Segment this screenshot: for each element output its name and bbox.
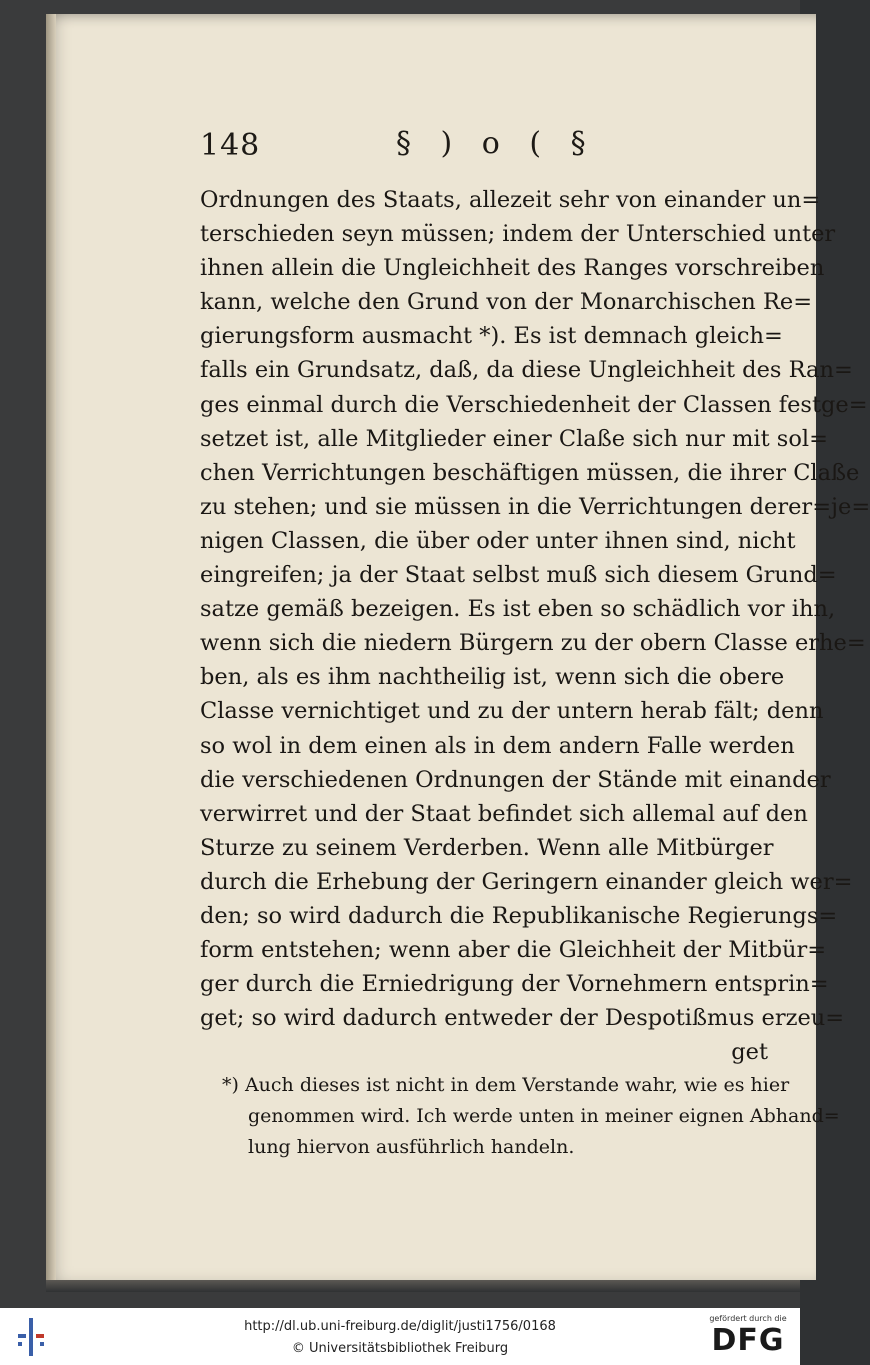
text-line: wenn sich die niedern Bürgern zu der obern Classe erhe= [200, 630, 866, 657]
text-line: get; so wird dadurch entweder der Despotißmus erzeu= [200, 1005, 845, 1032]
text-line: Classe vernichtiget und zu der untern herab fält; denn [200, 698, 824, 725]
copyright-notice: © Universitätsbibliothek Freiburg [291, 1341, 509, 1356]
text-line: nigen Classen, die über oder unter ihnen sind, nicht [200, 527, 796, 554]
page-gutter-shadow [46, 14, 56, 1280]
text-line: durch die Erhebung der Geringern einander gleich wer= [200, 868, 853, 895]
dfg-logo: DFG [711, 1323, 785, 1358]
page-header [200, 128, 760, 168]
viewer-footer [0, 1308, 800, 1365]
text-line: get [731, 1039, 768, 1066]
footnote-line: genommen wird. Ich werde unten in meiner eignen Abhand= [248, 1105, 840, 1127]
text-line: verwirret und der Staat befindet sich allemal auf den [200, 800, 808, 827]
header-ornament: § ) o ( § [396, 126, 596, 161]
footnote-line: *) Auch dieses ist nicht in dem Verstande wahr, wie es hier [222, 1074, 790, 1096]
text-line: kann, welche den Grund von der Monarchischen Re= [200, 289, 813, 316]
text-line: die verschiedenen Ordnungen der Stände mit einander [200, 766, 831, 793]
text-line: ges einmal durch die Verschiedenheit der Classen festge= [200, 391, 868, 418]
text-line: chen Verrichtungen beschäftigen müssen, die ihrer Claße [200, 459, 860, 486]
page-number: 148 [200, 128, 261, 163]
body-text [200, 183, 870, 1069]
text-line: ben, als es ihm nachtheilig ist, wenn sich die obere [200, 664, 785, 691]
text-line: terschieden seyn müssen; indem der Unterschied unter [200, 221, 836, 248]
dfg-caption: gefördert durch die [709, 1314, 787, 1323]
text-line: falls ein Grundsatz, daß, da diese Ungleichheit des Ran= [200, 357, 853, 384]
page-bottom-edge [46, 1280, 800, 1292]
text-line: den; so wird dadurch die Republikanische Regierungs= [200, 902, 838, 929]
text-line: Ordnungen des Staats, allezeit sehr von einander un= [200, 187, 821, 213]
text-line: ihnen allein die Ungleichheit des Ranges vorschreiben [200, 255, 825, 282]
text-line: satze gemäß bezeigen. Es ist eben so schädlich vor ihn, [200, 596, 836, 623]
text-line: form entstehen; wenn aber die Gleichheit der Mitbür= [200, 937, 827, 964]
text-line: setzet ist, alle Mitglieder einer Claße sich nur mit sol= [200, 425, 828, 452]
footnote [222, 1070, 840, 1163]
text-line: Sturze zu seinem Verderben. Wenn alle Mitbürger [200, 834, 774, 861]
text-line: ger durch die Erniedrigung der Vornehmern entsprin= [200, 971, 829, 998]
document-url-link[interactable]: http://dl.ub.uni-freiburg.de/diglit/justi1756/0168 [244, 1319, 556, 1334]
text-line: so wol in dem einen als in dem andern Falle werden [200, 732, 795, 759]
text-line: eingreifen; ja der Staat selbst muß sich diesem Grund= [200, 562, 837, 589]
dfg-funding-badge[interactable] [700, 1314, 796, 1362]
footnote-line: lung hiervon ausführlich handeln. [248, 1136, 575, 1158]
text-line: zu stehen; und sie müssen in die Verrichtungen derer=je= [200, 493, 870, 520]
text-line: gierungsform ausmacht *). Es ist demnach gleich= [200, 323, 783, 350]
